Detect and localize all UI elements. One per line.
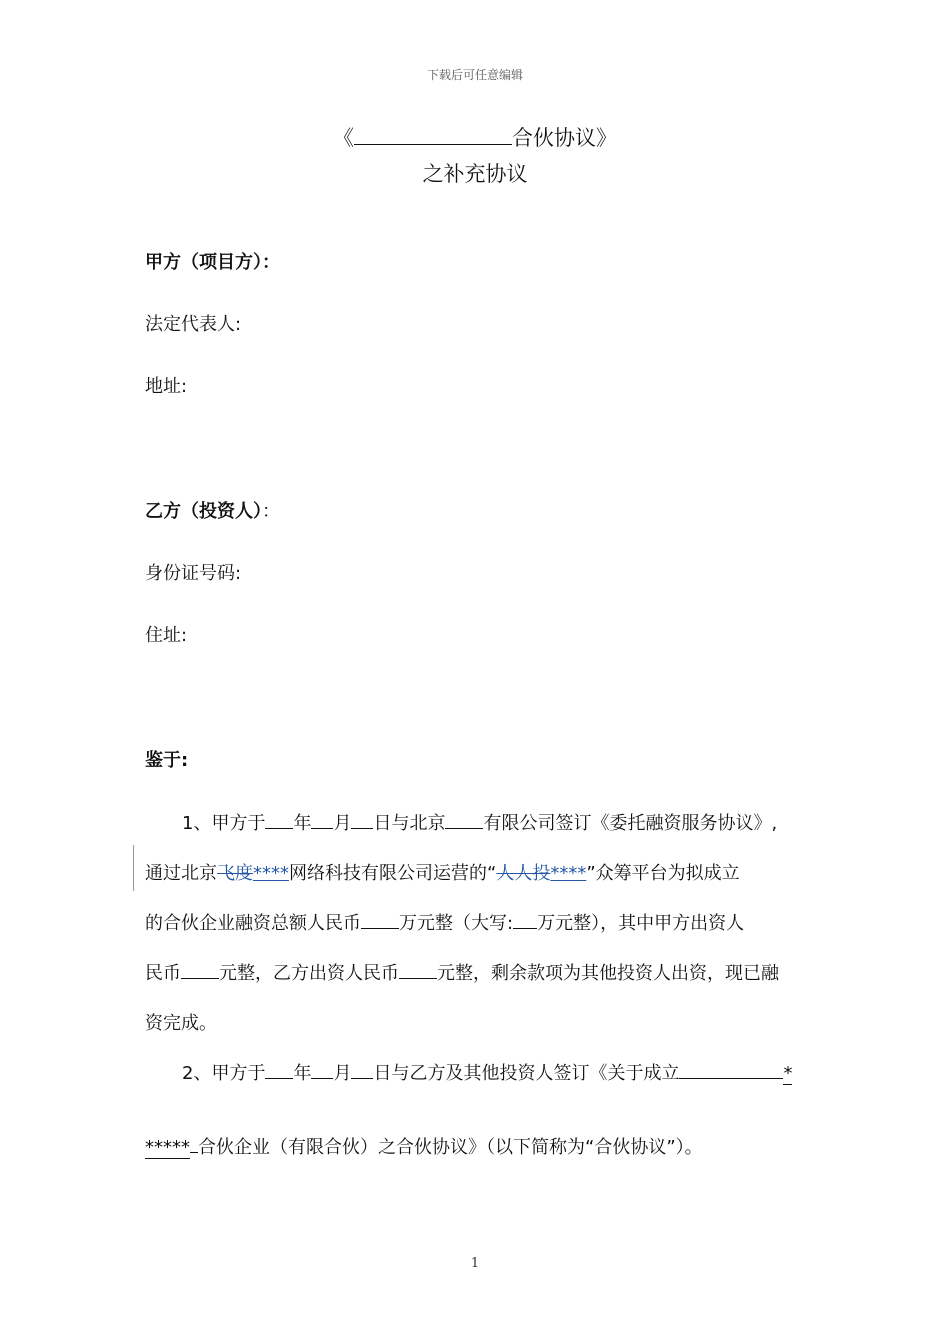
tracked-insertion: **** [550,863,587,884]
party-a-heading: 甲方（项目方）： [145,252,280,273]
clause-1-text: 的合伙企业融资总额人民币 [145,913,361,934]
party-a-address-label: 地址: [145,376,188,397]
blank-year [265,812,293,829]
party-b-address-label: 住址: [145,625,188,646]
clause-1-text: 元整，乙方出资人民币 [219,963,399,984]
page-number: 1 [470,1256,480,1271]
blank-party-b-amount [399,962,437,979]
clause-1-text: 万元整），其中甲方出资人 [537,913,745,934]
clause-1-text: 有限公司签订《委托融资服务协议》, [483,813,778,834]
clause-1-text: 年 [293,813,312,834]
clause-1-text: 月 [333,813,352,834]
blank-entity-tail [190,1136,198,1153]
clause-1-text: 1、甲方于 [182,813,266,834]
party-b-heading-colon: ： [262,501,280,522]
clause-1-text: ”众筹平台为拟成立 [586,863,740,884]
tracked-deletion: 人人投 [496,863,551,884]
tracked-deletion: 飞度 [217,863,253,884]
clause-2-stars: ***** [145,1137,190,1158]
blank-entity-name [679,1062,783,1079]
clause-1-text: 日与北京 [373,813,446,834]
clause-1-line-2 [145,859,740,885]
revision-bar [133,845,134,891]
tracked-insertion: **** [253,863,289,884]
clause-2-text: 月 [333,1063,352,1084]
clause-1-text: 网络科技有限公司运营的“ [289,863,497,884]
clause-2-text: 日与乙方及其他投资人签订《关于成立 [373,1063,680,1084]
blank-month [311,1062,333,1079]
blank-month [311,812,333,829]
blank-amount [361,912,399,929]
party-b-id-label: 身份证号码: [145,563,242,584]
clause-2-line-1 [182,1059,792,1085]
whereas-heading: 鉴于: [145,750,189,771]
clause-1-text: 民币 [145,963,181,984]
party-b-heading-text: 乙方（投资人） [145,501,262,522]
clause-2-text: 年 [293,1063,312,1084]
clause-2-star: * [783,1063,793,1084]
clause-1-text: 通过北京 [145,863,217,884]
blank-amount-words [513,912,537,929]
blank-year [265,1062,293,1079]
page-header: 下载后可任意编辑 [426,68,523,82]
party-b-heading [145,497,280,523]
document-title [0,122,950,152]
clause-1-text: 万元整（大写: [399,913,514,934]
clause-1-line-1 [182,809,777,835]
blank-party-a-amount [181,962,219,979]
clause-1-line-4 [145,959,779,985]
clause-1-line-3 [145,909,744,935]
party-a-rep-label: 法定代表人: [145,314,242,335]
blank-company [445,812,483,829]
title-close: 合伙协议》 [512,126,617,150]
blank-day [351,1062,373,1079]
title-open: 《 [333,126,354,150]
blank-day [351,812,373,829]
clause-1-text: 元整，剩余款项为其他投资人出资，现已融 [437,963,779,984]
clause-2-text: 2、甲方于 [182,1063,266,1084]
clause-2-line-2 [145,1133,703,1159]
clause-1-line-5: 资完成。 [145,1013,217,1034]
title-blank [354,123,512,145]
clause-2-text: 合伙企业（有限合伙）之合伙协议》（以下简称为“合伙协议”）。 [198,1137,703,1158]
document-subtitle: 之补充协议 [422,162,528,186]
